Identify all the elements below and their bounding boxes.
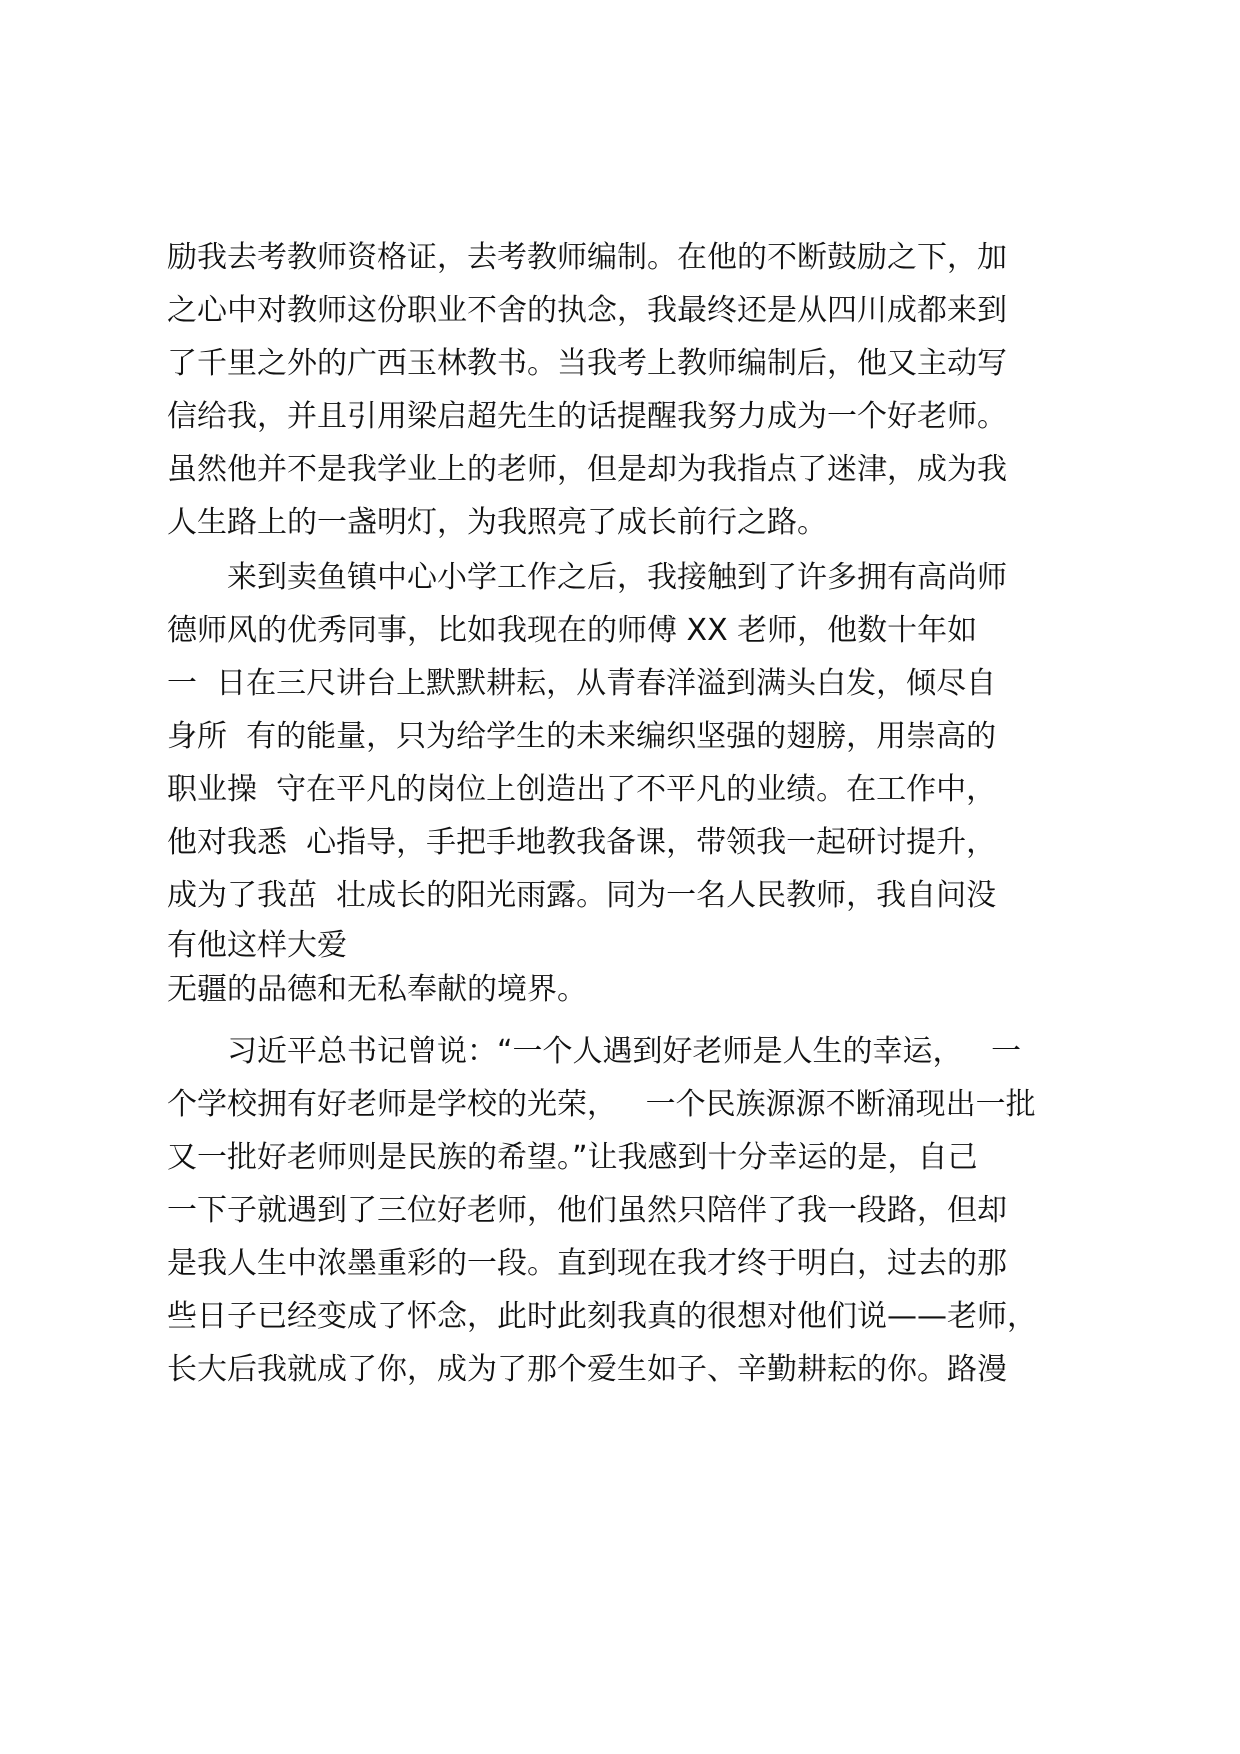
- text-line: 长大后我就成了你，成为了那个爱生如子、辛勤耕耘的你。路漫: [167, 1352, 1007, 1387]
- text-line: 了千里之外的广西玉林教书。当我考上教师编制后，他又主动写: [167, 346, 1007, 381]
- text-line: 励我去考教师资格证，去考教师编制。在他的不断鼓励之下，加: [167, 240, 1007, 275]
- text-line: 习近平总书记曾说：“一个人遇到好老师是人生的幸运， 一: [167, 1034, 1022, 1069]
- text-line: 一下子就遇到了三位好老师，他们虽然只陪伴了我一段路，但却: [167, 1193, 1007, 1228]
- text-line: 来到卖鱼镇中心小学工作之后，我接触到了许多拥有高尚师: [167, 560, 1007, 595]
- text-line: 虽然他并不是我学业上的老师，但是却为我指点了迷津，成为我: [167, 452, 1007, 487]
- text-line: 一 日在三尺讲台上默默耕耘，从青春洋溢到满头白发，倾尽自: [167, 666, 997, 701]
- text-line: 之心中对教师这份职业不舍的执念，我最终还是从四川成都来到: [167, 293, 1007, 328]
- text-line: 些日子已经变成了怀念，此时此刻我真的很想对他们说——老师，: [167, 1299, 1037, 1334]
- text-line: 德师风的优秀同事，比如我现在的师傅 XX 老师，他数十年如: [167, 613, 978, 648]
- text-line: 信给我，并且引用梁启超先生的话提醒我努力成为一个好老师。: [167, 399, 1007, 434]
- text-line: 职业操 守在平凡的岗位上创造出了不平凡的业绩。在工作中，: [167, 772, 997, 807]
- text-line: 个学校拥有好老师是学校的光荣， 一个民族源源不断涌现出一批: [167, 1087, 1036, 1122]
- text-line: 无疆的品德和无私奉献的境界。: [167, 972, 587, 1007]
- text-line: 身所 有的能量，只为给学生的未来编织坚强的翅膀，用崇高的: [167, 719, 997, 754]
- text-line: 是我人生中浓墨重彩的一段。直到现在我才终于明白，过去的那: [167, 1246, 1007, 1281]
- text-line: 有他这样大爱: [167, 928, 347, 963]
- text-line: 成为了我茁 壮成长的阳光雨露。同为一名人民教师，我自问没: [167, 878, 997, 913]
- text-line: 他对我悉 心指导，手把手地教我备课，带领我一起研讨提升，: [167, 825, 997, 860]
- text-line: 人生路上的一盏明灯，为我照亮了成长前行之路。: [167, 505, 827, 540]
- text-line: 又一批好老师则是民族的希望。”让我感到十分幸运的是，自己: [167, 1140, 978, 1175]
